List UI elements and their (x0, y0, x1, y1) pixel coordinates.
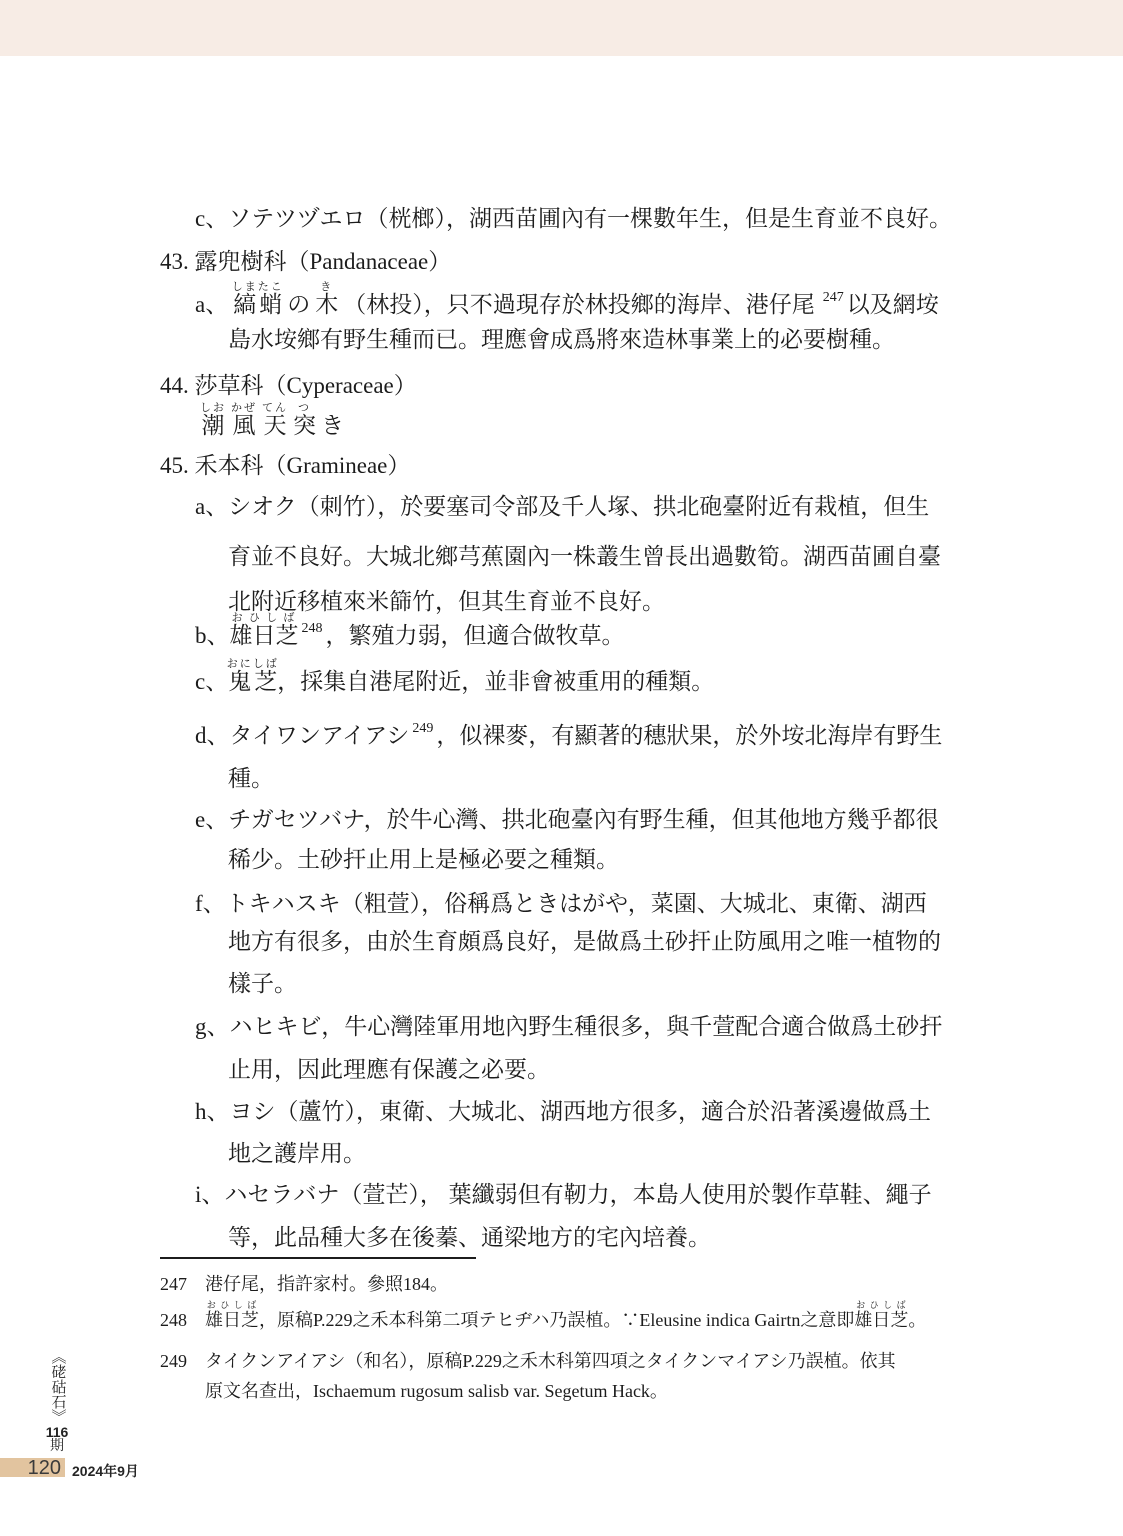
journal-title-block (42, 1349, 72, 1455)
text-segment: e、チガセツバナ，於牛心灣、拱北砲臺內有野生種，但其他地方幾乎都很 (195, 807, 939, 832)
issue-number: 116 (45, 1424, 69, 1440)
text-line (228, 928, 941, 957)
text-segment: a、シオク（刺竹），於要塞司令部及千人塚、拱北砲臺附近有栽植，但生 (195, 494, 930, 519)
text-segment: f、トキハスキ（粗萱），俗稱爲ときはがや，菜園、大城北、東衛、湖西 (195, 891, 927, 916)
text-line (195, 612, 625, 651)
text-line (228, 326, 895, 355)
text-segment: 北附近移植來米篩竹，但其生育並不良好。 (228, 589, 665, 614)
text-line (160, 1300, 926, 1332)
text-line (228, 970, 297, 999)
ruby-annotated-word: 潮しお (200, 402, 226, 438)
text-segment: 種。 (228, 766, 274, 791)
text-segment: の (287, 292, 311, 317)
issue-date: 2024年9月 (72, 1463, 139, 1479)
ruby-annotated-word: 縞蛸しまたこ (231, 281, 284, 317)
footnote-ref: 248 (301, 621, 323, 637)
text-segment: 育並不良好。大城北鄉芎蕉園內一株叢生曾長出過數筍。湖西苗圃自臺 (228, 544, 941, 569)
footnote-number: 249 (160, 1351, 187, 1371)
text-line (200, 402, 349, 441)
text-line (195, 1013, 942, 1042)
text-line (195, 658, 714, 697)
text-line (195, 1181, 932, 1210)
text-line (195, 1098, 931, 1127)
ruby-annotated-word: 雄日芝おひしば (229, 612, 299, 648)
footnote-number: 247 (160, 1274, 187, 1294)
text-segment: i、ハセラバナ（萱芒）， 葉纖弱但有靭力，本島人使用於製作草鞋、繩子 (195, 1182, 932, 1207)
text-line (228, 846, 619, 875)
text-segment: 止用，因此理應有保護之必要。 (228, 1057, 550, 1082)
text-line (205, 1377, 668, 1403)
footnote-number: 248 (160, 1310, 187, 1330)
text-segment: 島水垵鄉有野生種而已。理應會成爲將來造林事業上的必要樹種。 (228, 327, 895, 352)
text-segment: a、 (195, 292, 229, 317)
text-line (228, 1140, 366, 1169)
page-number-bar (0, 1458, 65, 1477)
text-segment: g、ハヒキビ，牛心灣陸軍用地內野生種很多，與千萱配合適合做爲土砂扞 (195, 1014, 943, 1039)
ruby-annotated-word: 突つ (293, 402, 316, 438)
ruby-annotated-word: 雄日芝おひしば (205, 1300, 259, 1330)
text-segment: 樣子。 (228, 971, 297, 996)
issue-unit-label: 期 (50, 1439, 64, 1454)
text-segment: タイクンアイアシ（和名），原稿P.229之禾木科第四項之タイクンマイアシ乃誤植。依其 (205, 1351, 896, 1371)
text-line (195, 281, 944, 320)
page-number: 120 (27, 1456, 61, 1479)
ruby-annotated-word: 雄日芝おひしば (854, 1300, 909, 1330)
text-line (195, 205, 952, 234)
section-heading-45 (160, 452, 410, 481)
text-segment: き (321, 413, 344, 438)
header-band (0, 0, 1123, 56)
text-segment: 港仔尾，指許家村。參照184。 (205, 1274, 448, 1294)
text-segment: （林投），只不過現存於林投鄉的海岸、港仔尾 (343, 292, 815, 317)
text-segment: 以及網垵 (846, 292, 939, 317)
text-segment: ，繁殖力弱，但適合做牧草。 (325, 623, 625, 648)
text-segment: 44. 莎草科（Cyperaceae） (160, 373, 417, 398)
text-segment: 地之護岸用。 (228, 1141, 366, 1166)
footnote-divider (160, 1257, 476, 1259)
text-segment: 45. 禾本科（Gramineae） (160, 453, 411, 478)
text-line (195, 890, 927, 919)
text-segment: 43. 露兜樹科（Pandanaceae） (160, 249, 452, 274)
text-segment: d、タイワンアイアシ (195, 723, 410, 748)
text-line (228, 765, 274, 794)
text-segment: 地方有很多，由於生育頗爲良好，是做爲土砂扞止防風用之唯一植物的 (228, 929, 941, 954)
text-line (195, 493, 929, 522)
text-segment: c、ソテツヅエロ（桄榔），湖西苗圃內有一棵數年生，但是生育並不良好。 (195, 206, 953, 231)
text-segment: ，採集自港尾附近，並非會被重用的種類。 (277, 669, 715, 694)
text-segment: ，原稿P.229之禾本科第二項テヒヂハ乃誤植。∵Eleusine indica Gairtn之意即 (259, 1310, 855, 1330)
section-heading-44 (160, 372, 417, 401)
footnote-ref: 249 (412, 721, 434, 737)
footnote-ref: 247 (822, 290, 844, 306)
text-line (195, 722, 942, 751)
text-line (160, 1347, 896, 1373)
text-segment: ，似裸麥，有顯著的穗狀果，於外垵北海岸有野生 (436, 723, 943, 748)
text-segment: c、 (195, 669, 229, 694)
ruby-annotated-word: 木き (315, 281, 339, 317)
text-line (228, 1224, 711, 1253)
text-segment: b、 (195, 623, 230, 648)
text-line (228, 543, 941, 572)
journal-title: 《硓𥑮石》 (49, 1349, 66, 1424)
text-line (228, 1056, 550, 1085)
text-segment: 原文名查出，Ischaemum rugosum salisb var. Segetum Hack。 (205, 1381, 668, 1401)
section-heading-43 (160, 248, 451, 277)
text-segment: 稀少。土砂扞止用上是極必要之種類。 (228, 847, 619, 872)
ruby-annotated-word: 風かぜ (231, 402, 257, 438)
ruby-annotated-word: 鬼芝おにしば (226, 658, 279, 694)
text-segment: 等，此品種大多在後蓁、通梁地方的宅內培養。 (228, 1225, 711, 1250)
text-line (195, 806, 939, 835)
ruby-annotated-word: 天てん (262, 402, 288, 438)
text-line (160, 1270, 448, 1296)
text-segment: h、ヨシ（蘆竹），東衛、大城北、湖西地方很多，適合於沿著溪邊做爲土 (195, 1099, 931, 1124)
text-segment: 。 (908, 1310, 927, 1330)
